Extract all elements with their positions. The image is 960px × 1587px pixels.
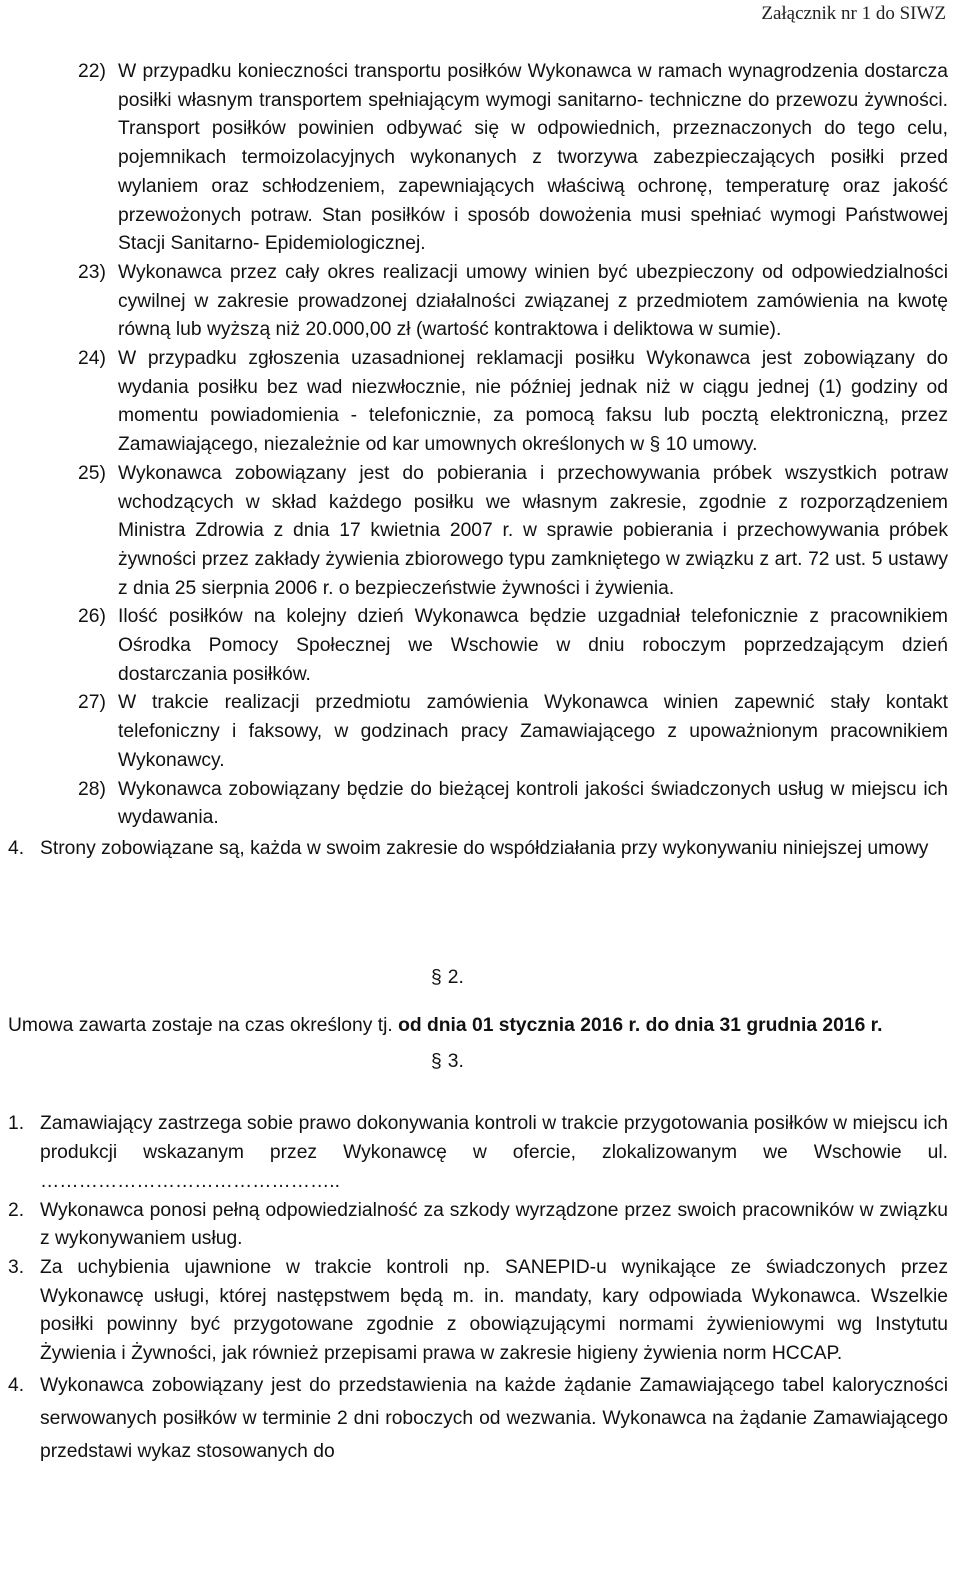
item-number: 27)	[78, 692, 106, 714]
section-number: 2.	[447, 966, 464, 988]
list-item-22	[78, 58, 948, 259]
item-text: Strony zobowiązane są, każda w swoim zakresie do współdziałania przy wykonywaniu niniejszej umowy	[40, 837, 929, 859]
item-number: 28)	[78, 778, 106, 800]
term-text: Umowa zawarta zostaje na czas określony tj.	[8, 1014, 399, 1036]
item-number: 3.	[8, 1256, 25, 1278]
list-item-28	[78, 776, 948, 833]
item-number: 2.	[8, 1199, 25, 1221]
section-number: 3.	[447, 1051, 464, 1073]
list-item-3-4	[8, 1369, 948, 1468]
item-number: 4.	[8, 837, 25, 859]
item-text: Wykonawca ponosi pełną odpowiedzialność za szkody wyrządzone przez swoich pracowników w związku z wykonywaniem usług.	[40, 1199, 948, 1250]
item-text: W przypadku zgłoszenia uzasadnionej reklamacji posiłku Wykonawca jest zobowiązany do wydania posiłku bez wad niezwłocznie, nie później jednak niż w ciągu jednej (1) godziny od momentu powiadomienia - telefonicznie, za pomocą faksu lub pocztą elektroniczną, przez Zamawiającego, niezależnie od kar umownych określonych w § 10 umowy.	[118, 348, 948, 456]
list-item-3-1	[8, 1110, 948, 1196]
paragraph-sign: §	[431, 966, 442, 988]
item-number: 4.	[8, 1374, 25, 1396]
item-text: Wykonawca zobowiązany jest do przedstawienia na każde żądanie Zamawiającego tabel kaloryczności serwowanych posiłków w terminie 2 dni roboczych od wezwania. Wykonawca na żądanie Zamawiającego przedstawi wykaz stosowanych do	[40, 1374, 948, 1462]
item-text: Ilość posiłków na kolejny dzień Wykonawca będzie uzgadniał telefonicznie z pracownikiem Ośrodka Pomocy Społecznej we Wschowie w dniu roboczym poprzedzającym dzień dostarczania posiłków.	[118, 606, 948, 685]
item-text: Wykonawca zobowiązany będzie do bieżącej kontroli jakości świadczonych usług w miejscu ich wydawania.	[118, 778, 948, 829]
document-body	[0, 58, 960, 1468]
item-number: 22)	[78, 61, 106, 82]
item-text: W przypadku konieczności transportu posiłków Wykonawca w ramach wynagrodzenia dostarcza posiłki własnym transportem spełniającym wymogi sanitarno- techniczne do przewozu żywności. Transport posiłków powinien odbywać się w odpowiednich, przeznaczonych do tego celu, pojemnikach termoizolacyjnych wykonanych z tworzywa zabezpieczających posiłki przed wylaniem oraz schłodzeniem, zapewniających właściwą ochronę, temperaturę oraz jakość przewożonych potraw. Stan posiłków i sposób dowożenia musi spełniać wymogi Państwowej Stacji Sanitarno- Epidemiologicznej.	[118, 61, 948, 255]
item-number: 25)	[78, 462, 106, 484]
section-heading-2	[431, 964, 960, 992]
item-number: 26)	[78, 606, 106, 628]
list-item-4	[8, 835, 948, 864]
paragraph-sign: §	[431, 1051, 442, 1073]
item-text: Wykonawca zobowiązany jest do pobierania i przechowywania próbek wszystkich potraw wchodzących w skład każdego posiłku we własnym zakresie, zgodnie z rozporządzeniem Ministra Zdrowia z dnia 17 kwietnia 2007 r. w sprawie pobierania i przechowywania próbek żywności przez zakłady żywienia zbiorowego typu zamkniętego w związku z art. 72 ust. 5 ustawy z dnia 25 sierpnia 2006 r. o bezpieczeństwie żywności i żywienia.	[118, 462, 948, 599]
item-text: Zamawiający zastrzega sobie prawo dokonywania kontroli w trakcie przygotowania posiłków w miejscu ich produkcji wskazanym przez Wykonawcę w ofercie, zlokalizowanym we Wschowie ul. ………………………………………..	[40, 1113, 948, 1192]
list-item-26	[78, 603, 948, 689]
item-number: 24)	[78, 348, 106, 370]
list-item-27	[78, 689, 948, 775]
section-heading-3	[431, 1048, 960, 1076]
item-number: 23)	[78, 261, 106, 283]
item-text: Wykonawca przez cały okres realizacji umowy winien być ubezpieczony od odpowiedzialności cywilnej w zakresie prowadzonej działalności związanej z przedmiotem zamówienia na kwotę równą lub wyższą niż 20.000,00 zł (wartość kontraktowa i deliktowa w sumie).	[118, 261, 948, 341]
item-text: W trakcie realizacji przedmiotu zamówienia Wykonawca winien zapewnić stały kontakt telefoniczny i faksowy, w godzinach pracy Zamawiającego z upoważnionym pracownikiem Wykonawcy.	[118, 692, 948, 771]
document-header: Załącznik nr 1 do SIWZ	[761, 3, 946, 24]
contract-term	[8, 1012, 948, 1041]
list-item-23	[78, 259, 948, 345]
list-item-25	[78, 460, 948, 604]
list-item-24	[78, 345, 948, 460]
item-number: 1.	[8, 1113, 25, 1135]
list-item-3-2	[8, 1197, 948, 1254]
term-dates: od dnia 01 stycznia 2016 r. do dnia 31 grudnia 2016 r.	[398, 1014, 883, 1036]
item-text: Za uchybienia ujawnione w trakcie kontroli np. SANEPID-u wynikające ze świadczonych przez Wykonawcę usługi, której następstwem będą m. in. mandaty, kary odpowiada Wykonawca. Wszelkie posiłki powinny być przygotowane zgodnie z obowiązującymi normami żywieniowymi wg Instytutu Żywienia i Żywności, jak również przepisami prawa w zakresie higieny żywienia norm HCCAP.	[40, 1256, 948, 1365]
list-item-3-3	[8, 1254, 948, 1369]
